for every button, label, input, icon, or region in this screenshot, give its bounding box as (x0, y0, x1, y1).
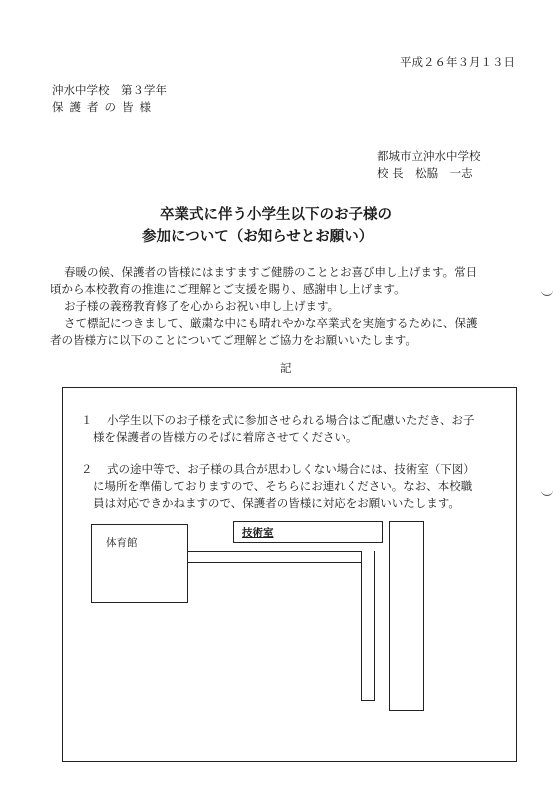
item-1-number: １ (81, 413, 93, 427)
corridor (187, 551, 375, 563)
gym-building (91, 524, 188, 603)
document-title-line-1: 卒業式に伴う小学生以下のお子様の (160, 206, 392, 223)
tech-room-building (233, 521, 383, 543)
body-line-4: さて標記につきまして、厳粛な中にも晴れやかな卒業式を実施するために、保護 (64, 316, 478, 330)
sender-principal: 校 長 松脇 一志 (377, 166, 473, 180)
item-2-line-3: 員は対応できかねますので、保護者の皆様に対応をお願いいたします。 (93, 496, 460, 510)
body-line-3: お子様の義務教育修了を心からお祝い申し上げます。 (64, 299, 340, 313)
notice-box (62, 387, 517, 762)
item-1-line-1: 小学生以下のお子様を式に参加させられる場合はご配慮いただき、お子 (107, 413, 475, 427)
recipient-line-1: 沖水中学校 第３学年 (52, 83, 167, 97)
item-2-line-2: に場所を準備しておりますので、そちらにお連れください。なお、本校職 (93, 479, 473, 493)
item-1-line-2: 様を保護者の皆様方のそばに着席させてください。 (93, 430, 358, 444)
binder-hole-mark (541, 490, 553, 496)
body-line-1: 春暖の候、保護者の皆様にはますますご健勝のこととお喜び申し上げます。常日 (64, 265, 478, 279)
document-title-line-2: 参加について（お知らせとお願い） (142, 228, 374, 245)
tech-room-label: 技術室 (242, 527, 274, 539)
document-date: 平成２６年３月１３日 (400, 55, 515, 69)
body-line-5: 者の皆様方に以下のことについてご理解とご協力をお願いいたします。 (50, 333, 417, 347)
item-2-number: ２ (81, 462, 93, 476)
school-building (389, 521, 424, 711)
gym-label: 体育館 (106, 537, 138, 549)
body-line-2: 頃から本校教育の推進にご理解とご支援を賜り、感謝申し上げます。 (50, 282, 406, 296)
sender-school: 都城市立沖水中学校 (377, 149, 481, 163)
recipient-line-2: 保護者の皆様 (52, 100, 157, 114)
item-2-line-1: 式の途中等で、お子様の具合が思わしくない場合には、技術室（下図） (107, 462, 475, 476)
binder-hole-mark (541, 290, 553, 296)
corridor-vertical (361, 551, 375, 701)
ki-heading: 記 (280, 361, 292, 375)
